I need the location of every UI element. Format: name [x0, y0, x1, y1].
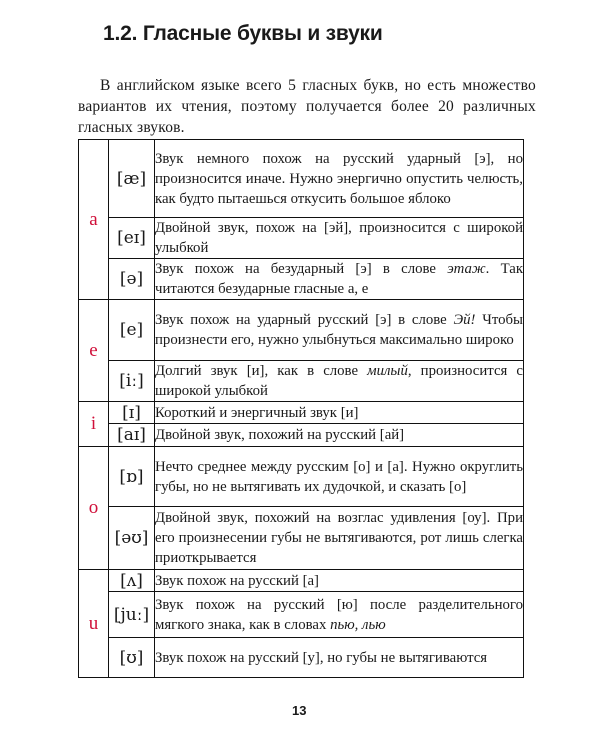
sound-symbol: [ə]	[109, 259, 155, 300]
description-text: Чтобы произнести его, нужно улыбнуться максимально широко	[155, 312, 523, 348]
sound-description: Звук немного похож на русский ударный [э], но произносится иначе. Нужно энергично опустить челюсть, как будто пытаешься откусить большое яблоко	[155, 140, 524, 218]
intro-paragraph: В английском языке всего 5 гласных букв, но есть множество вариантов их чтения, поэтому получается более 20 различных гласных звуков.	[78, 77, 536, 136]
vowel-letter: i	[79, 402, 109, 447]
sound-description: Звук похож на русский [а]	[155, 570, 524, 592]
vowel-row	[79, 300, 524, 361]
sound-description: Двойной звук, похожий на русский [ай]	[155, 424, 524, 447]
vowel-row	[79, 507, 524, 570]
vowel-row	[79, 592, 524, 638]
sound-description	[155, 361, 524, 402]
sound-symbol: [ɒ]	[109, 447, 155, 507]
vowel-letter: e	[79, 300, 109, 402]
sound-description: Двойной звук, похожий на возглас удивления [оу]. При его произнесении губы не вытягиваются, рот лишь слегка приоткрывается	[155, 507, 524, 570]
sound-description	[155, 259, 524, 300]
sound-symbol: [ɪ]	[109, 402, 155, 424]
description-text: , произносится с широкой улыбкой	[155, 363, 523, 399]
sound-symbol: [e]	[109, 300, 155, 361]
sound-description: Двойной звук, похож на [эй], произносится с широкой улыбкой	[155, 218, 524, 259]
vowel-row	[79, 259, 524, 300]
vowel-row	[79, 424, 524, 447]
sound-description: Короткий и энергичный звук [и]	[155, 402, 524, 424]
sound-symbol: [aɪ]	[109, 424, 155, 447]
vowel-row	[79, 638, 524, 678]
vowel-row	[79, 140, 524, 218]
page-number: 13	[292, 703, 307, 718]
description-text: . Так читаются безударные гласные a, e	[155, 261, 524, 297]
sound-symbol: [iː]	[109, 361, 155, 402]
description-text: Звук похож на ударный русский [э] в слове	[155, 312, 454, 328]
description-text: Звук похож на русский [ю] после разделительного мягкого знака, как в словах	[155, 596, 523, 633]
sound-symbol: [eɪ]	[109, 218, 155, 259]
page-title: 1.2. Гласные буквы и звуки	[103, 22, 383, 45]
sound-symbol: [ʊ]	[109, 638, 155, 678]
sound-symbol: [juː]	[109, 592, 155, 638]
sound-description	[155, 300, 524, 361]
description-text: Звук похож на безударный [э] в слове	[155, 261, 448, 277]
vowel-row	[79, 218, 524, 259]
sound-description: Звук похож на русский [у], но губы не вытягиваются	[155, 638, 524, 678]
vowel-row	[79, 570, 524, 592]
vowel-row	[79, 447, 524, 507]
sound-description	[155, 592, 524, 638]
vowel-row	[79, 361, 524, 402]
sound-symbol: [əʊ]	[109, 507, 155, 570]
vowel-letter: u	[79, 570, 109, 678]
sound-description: Нечто среднее между русским [о] и [а]. Нужно округлить губы, но не вытягивать их дудочкой, и сказать [о]	[155, 447, 524, 507]
example-word: пью, лью	[330, 616, 386, 633]
vowel-letter: a	[79, 140, 109, 300]
sound-symbol: [æ]	[109, 140, 155, 218]
example-word: милый	[367, 363, 408, 379]
vowel-table	[78, 139, 524, 678]
vowel-row	[79, 402, 524, 424]
example-word: этаж	[447, 261, 486, 277]
vowel-letter: o	[79, 447, 109, 570]
example-word: Эй!	[453, 312, 476, 328]
description-text: Долгий звук [и], как в слове	[155, 363, 368, 379]
sound-symbol: [ʌ]	[109, 570, 155, 592]
